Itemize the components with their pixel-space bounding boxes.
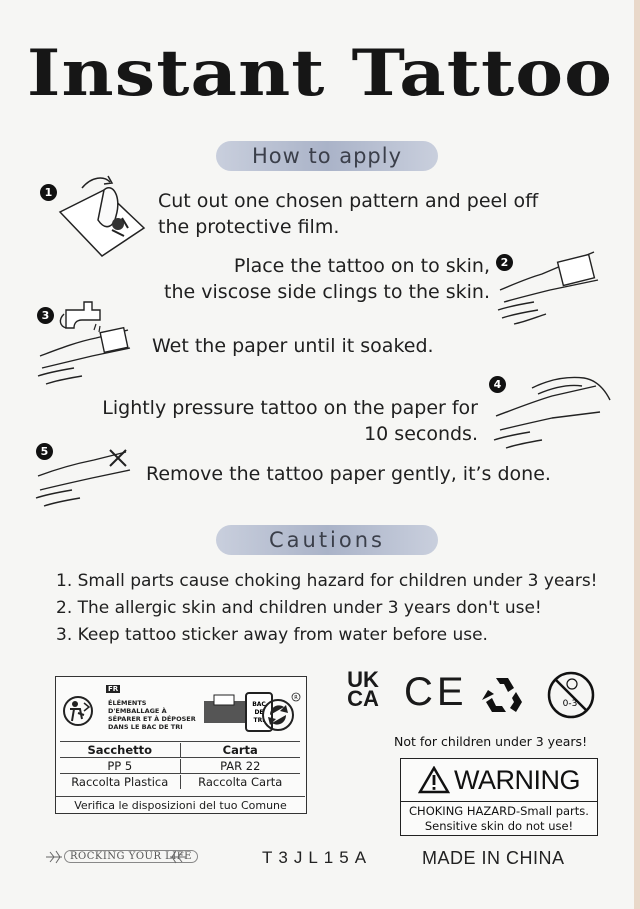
caution-item: 2. The allergic skin and children under 3 years don't use! <box>56 598 542 618</box>
age-warning-text: Not for children under 3 years! <box>394 734 588 749</box>
hands-pressing-icon <box>492 366 616 450</box>
age-label: 0-3 <box>562 699 578 709</box>
remove-paper-icon <box>34 438 140 510</box>
warning-line-1: CHOKING HAZARD-Small parts. <box>409 804 589 818</box>
age-restriction-icon <box>546 670 596 720</box>
brand-logo: ROCKING YOUR LIFE <box>64 850 198 863</box>
country-of-origin: MADE IN CHINA <box>422 848 565 868</box>
material-table <box>60 741 300 789</box>
warning-box <box>400 758 598 836</box>
warning-title-row <box>401 761 597 799</box>
step-1-text: Cut out one chosen pattern and peel off the protective film. <box>158 190 539 238</box>
page-title: Instant Tattoo <box>26 36 614 111</box>
country-badge: FR <box>108 685 119 693</box>
triman-panel <box>56 677 305 739</box>
table-row <box>60 773 300 789</box>
warning-details <box>401 801 597 834</box>
svg-text:TRI: TRI <box>253 717 265 724</box>
warning-line-2: Sensitive skin do not use! <box>424 819 574 833</box>
page-edge <box>634 0 640 909</box>
warning-triangle-icon <box>418 766 450 794</box>
table-cell: Raccolta Carta <box>198 774 283 789</box>
step-3-number: 3 <box>37 307 54 324</box>
table-row <box>60 757 300 773</box>
svg-text:BAC: BAC <box>252 701 266 708</box>
table-cell: PP 5 <box>60 759 181 773</box>
table-cell: Sacchetto <box>60 743 181 757</box>
step-3-text: Wet the paper until it soaked. <box>152 335 434 357</box>
peel-film-icon <box>52 172 162 262</box>
recycling-info-box <box>55 676 307 814</box>
recycling-footer: Verifica le disposizioni del tuo Comune <box>56 796 305 812</box>
step-1-number: 1 <box>40 184 57 201</box>
recycle-icon <box>478 672 526 716</box>
svg-text:DE: DE <box>254 709 264 716</box>
ukca-mark <box>342 667 384 711</box>
step-4-number: 4 <box>489 376 506 393</box>
table-cell: PAR 22 <box>220 758 261 773</box>
ornament-right-icon <box>168 848 188 866</box>
green-dot-icon <box>253 691 302 733</box>
ukca-bottom: CA <box>347 686 379 711</box>
batch-code: T3JL15A <box>262 848 373 867</box>
caution-item: 1. Small parts cause choking hazard for children under 3 years! <box>56 571 598 591</box>
step-4-text: Lightly pressure tattoo on the paper for 10 seconds. <box>102 397 478 445</box>
table-cell: Carta <box>222 742 258 757</box>
hand-with-tattoo-icon <box>494 244 606 326</box>
table-row <box>60 741 300 757</box>
step-5-text: Remove the tattoo paper gently, it’s done. <box>146 463 551 485</box>
triman-instruction: ÉLÉMENTS D'EMBALLAGE À SÉPARER ET À DÉPOSER DANS LE BAC DE TRI <box>108 699 196 731</box>
step-2-number: 2 <box>496 254 513 271</box>
ukca-top: UK <box>347 667 379 692</box>
warning-title: WARNING <box>454 764 580 795</box>
ce-mark: CE <box>404 670 468 714</box>
tap-and-hand-icon <box>36 290 136 390</box>
conformity-marks <box>342 667 602 722</box>
cautions-list <box>56 568 598 649</box>
ornament-left-icon <box>44 848 64 866</box>
table-cell: Raccolta Plastica <box>60 775 181 789</box>
triman-icon <box>62 695 94 727</box>
step-5-number: 5 <box>36 443 53 460</box>
how-to-apply-heading: How to apply <box>216 141 438 171</box>
svg-text:R: R <box>294 695 298 701</box>
step-2-text: Place the tattoo on to skin, the viscose side clings to the skin. <box>164 255 490 303</box>
cautions-heading: Cautions <box>216 525 438 555</box>
caution-item: 3. Keep tattoo sticker away from water before use. <box>56 625 488 645</box>
